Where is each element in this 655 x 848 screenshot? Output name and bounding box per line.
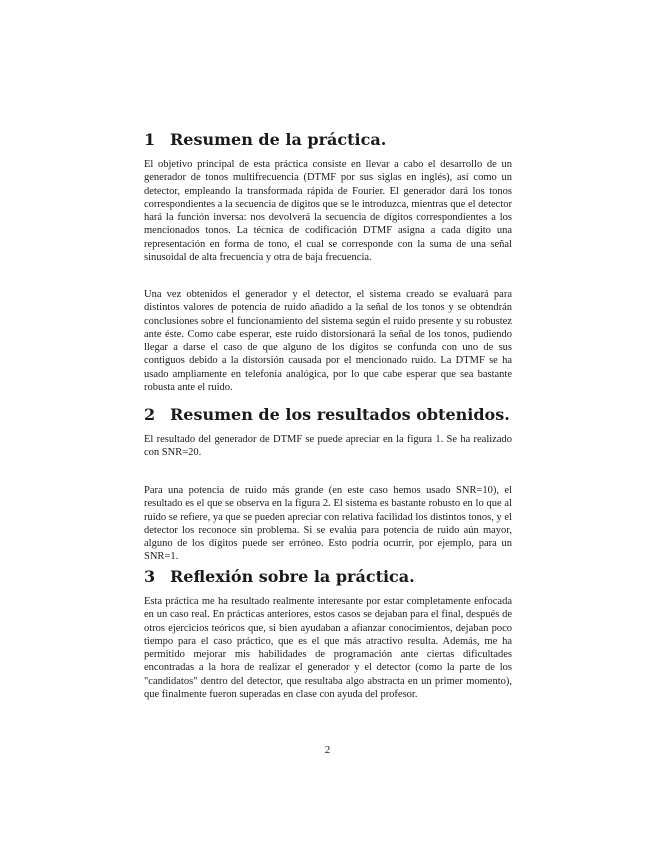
section-1-title: Resumen de la práctica. <box>170 130 387 149</box>
section-1-paragraph-1: El objetivo principal de esta práctica consiste en llevar a cabo el desarrollo de un generador de tonos multifrecuencia (DTMF por sus siglas en inglés), así como un detector, empleando la transformada rápida de Fourier. El generador dará los tonos correspondientes a la secuencia de dígitos que se le introduzca, mientras que el detector hará la función inversa: nos devolverá la secuencia de dígitos correspondientes a los mencionados tonos. La técnica de codificación DTMF asigna a cada dígito una representación en forma de tono, el cual se corresponde con la suma de una señal sinusoidal de alta frecuencia y otra de baja frecuencia. <box>144 159 512 264</box>
section-2-paragraph-2: Para una potencia de ruido más grande (en este caso hemos usado SNR=10), el resultado es el que se observa en la figura 2. El sistema es bastante robusto en lo que al ruido se refiere, ya que se pueden apreciar con relativa facilidad los distintos tonos, y el detector los reconoce sin problema. Si se evalúa para potencia de ruido aún mayor, alguno de los dígitos puede ser erróneo. Esto podría ocurrir, por ejemplo, para un SNR=1. <box>144 485 512 563</box>
section-1-number: 1 <box>144 130 156 149</box>
section-3-paragraph-1: Esta práctica me ha resultado realmente interesante por estar completamente enfocada en un caso real. En prácticas anteriores, estos casos se dejaban para el final, después de otros ejercicios teóricos que, si bien ayudaban a afianzar conocimientos, dejaban poco tiempo para el caso práctico, que es el que más atractivo resulta. Además, me ha permitido mejorar mis habilidades de programación ante ciertas dificultades encontradas a la hora de realizar el generador y el detector (como la parte de los "candidatos" dentro del detector, que resultaba algo abstracta en un primer momento), que finalmente fueron superadas en clase con ayuda del profesor. <box>144 596 512 701</box>
section-3-number: 3 <box>144 567 156 586</box>
section-1-paragraph-2: Una vez obtenidos el generador y el detector, el sistema creado se evaluará para distintos valores de potencia de ruido añadido a la señal de los tonos y se obtendrán conclusiones sobre el funcionamiento del sistema según el ruido presente y su robustez ante éste. Como cabe esperar, este ruido distorsionará la señal de los tonos, pudiendo llegar a darse el caso de que alguno de los dígitos se confunda con uno de sus contiguos debido a la distorsión causada por el mencionado ruido. La DTMF se ha usado ampliamente en telefonía analógica, por lo que cabe esperar que sea bastante robusta ante el ruido. <box>144 289 512 394</box>
section-2-title: Resumen de los resultados obtenidos. <box>170 405 510 424</box>
section-2-number: 2 <box>144 405 156 424</box>
section-1-heading <box>144 130 386 150</box>
section-3-title: Reflexión sobre la práctica. <box>170 567 415 586</box>
page-number: 2 <box>324 744 331 756</box>
section-3-heading <box>144 567 415 587</box>
section-2-heading <box>144 405 510 425</box>
section-2-paragraph-1: El resultado del generador de DTMF se puede apreciar en la figura 1. Se ha realizado con SNR=20. <box>144 434 512 459</box>
